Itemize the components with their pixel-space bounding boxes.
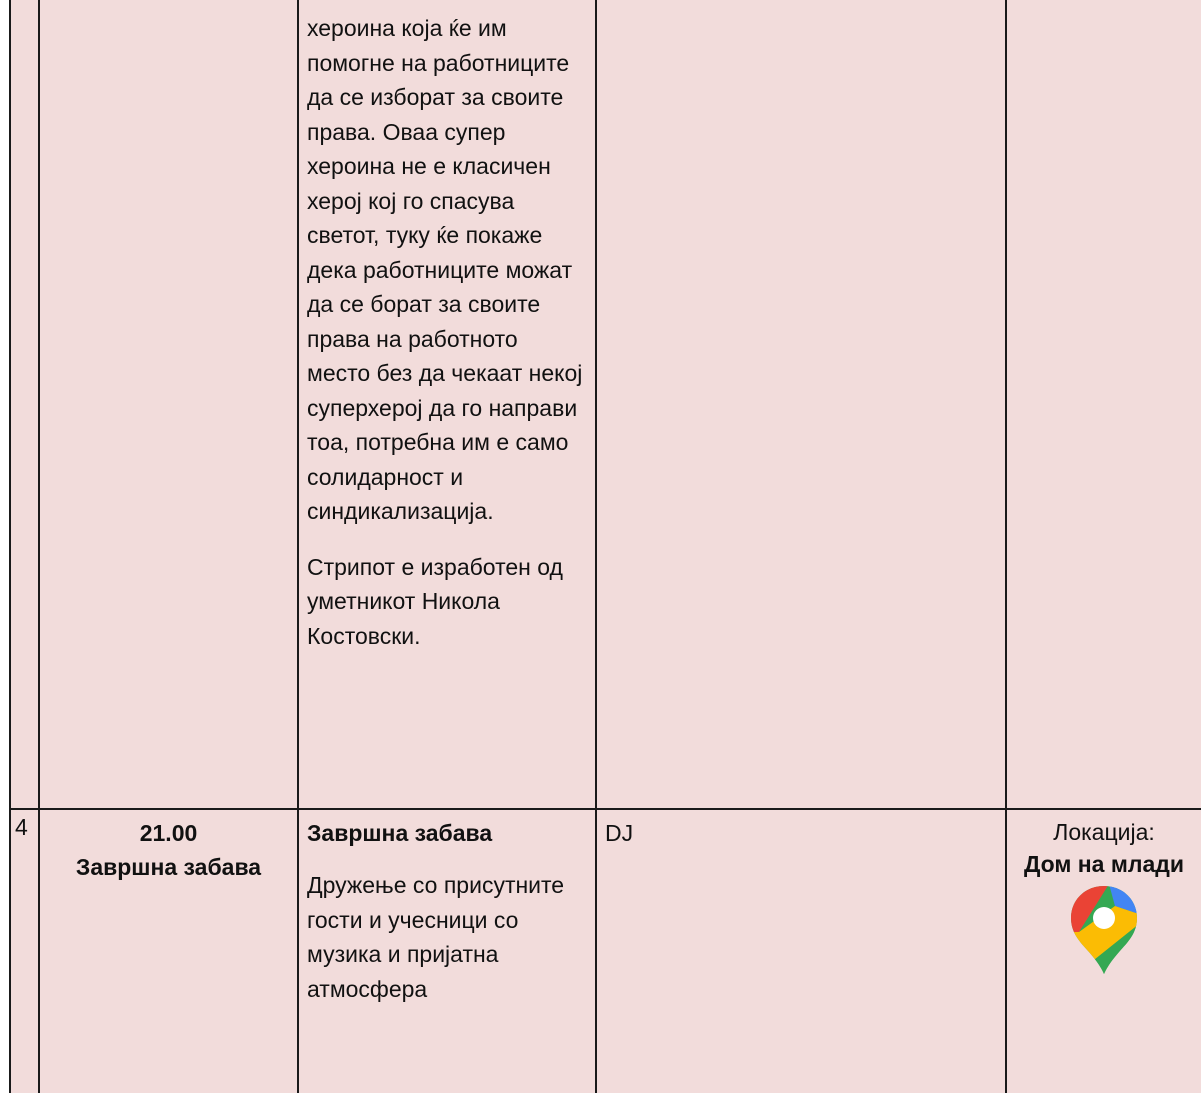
number-cell <box>10 809 39 1093</box>
time-cell <box>39 809 298 1093</box>
performer-cell <box>596 809 1006 1093</box>
location-label: Локација: <box>1053 819 1155 845</box>
event-time: 21.00 <box>139 820 198 846</box>
program-table <box>9 0 1201 1093</box>
description-cell <box>298 809 596 1093</box>
table-row <box>10 0 1201 809</box>
location-name: Дом на млади <box>1023 851 1185 877</box>
google-maps-pin-icon[interactable] <box>1069 884 1139 976</box>
event-time-label: Завршна забава <box>75 854 262 880</box>
description-paragraph: хероина која ќе им помогне на работниците да се изборат за своите права. Оваа супер хероина не е класичен херој кој го спасува светот, туку ќе покаже дека работниците можат да се борат за своите права на работното место без да чекаат некој суперхерој да го направи тоа, потребна им е само солидарност и синдикализација. <box>307 15 583 524</box>
event-description: Дружење со присутните гости и учесници со музика и пријатна атмосфера <box>307 872 565 1002</box>
time-cell <box>39 0 298 809</box>
number-cell <box>10 0 39 809</box>
performer-name: DJ <box>605 820 634 846</box>
performer-cell <box>596 0 1006 809</box>
row-number: 4 <box>15 814 28 840</box>
event-title: Завршна забава <box>307 820 493 846</box>
location-cell <box>1006 809 1201 1093</box>
location-cell <box>1006 0 1201 809</box>
table-row <box>10 809 1201 1093</box>
description-cell <box>298 0 596 809</box>
description-paragraph: Стрипот е изработен од уметникот Никола Костовски. <box>307 553 563 649</box>
